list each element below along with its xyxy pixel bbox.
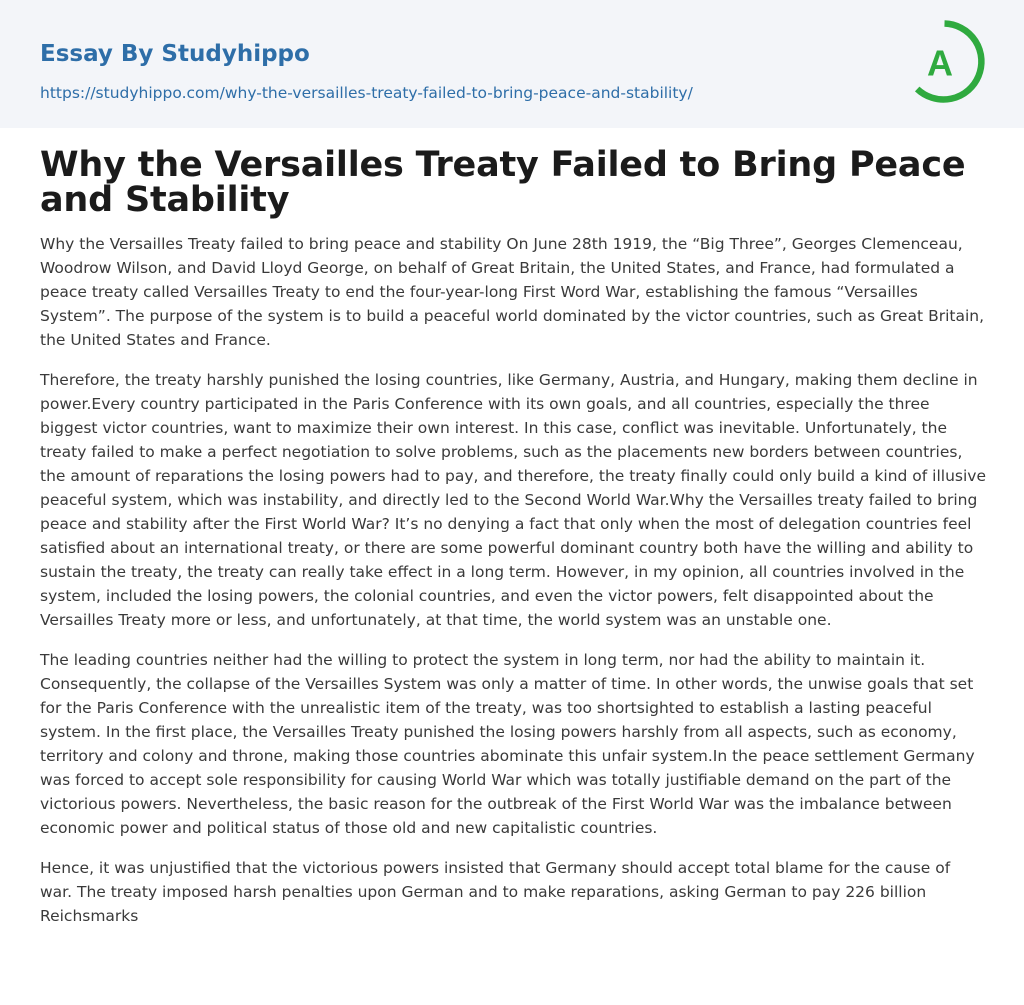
- source-url-link[interactable]: https://studyhippo.com/why-the-versailles-treaty-failed-to-bring-peace-and-stability/: [40, 84, 693, 102]
- brand-title[interactable]: Essay By Studyhippo: [40, 41, 310, 67]
- article-paragraph: Therefore, the treaty harshly punished the losing countries, like Germany, Austria, and Hungary, making them decline in power.Every country participated in the Paris Conference with its own goals, and all countries, especially the three biggest victor countries, want to maximize their own interest. In this case, conflict was inevitable. Unfortunately, the treaty failed to make a perfect negotiation to solve problems, such as the placements new borders between countries, the amount of reparations the losing powers had to pay, and therefore, the treaty finally could only build a kind of illusive peaceful system, which was instability, and directly led to the Second World War.Why the Versailles treaty failed to bring peace and stability after the First World War? It’s no denying a fact that only when the most of delegation countries feel satisfied about an international treaty, or there are some powerful dominant country both have the willing and ability to sustain the treaty, the treaty can really take effect in a long term. However, in my opinion, all countries involved in the system, included the losing powers, the colonial countries, and even the victor powers, felt disappointed about the Versailles Treaty more or less, and unfortunately, at that time, the world system was an unstable one.: [40, 371, 986, 629]
- article-paragraph: Hence, it was unjustified that the victorious powers insisted that Germany should accept total blame for the cause of war. The treaty imposed harsh penalties upon German and to make reparations, asking German to pay 226 billion Reichsmarks: [40, 859, 951, 925]
- article-paragraph: Why the Versailles Treaty failed to bring peace and stability On June 28th 1919, the “Big Three”, Georges Clemenceau, Woodrow Wilson, and David Lloyd George, on behalf of Great Britain, the United States, and France, had formulated a peace treaty called Versailles Treaty to end the four-year-long First Word War, establishing the famous “Versailles System”. The purpose of the system is to build a peaceful world dominated by the victor countries, such as Great Britain, the United States and France.: [40, 235, 985, 349]
- article-title: Why the Versailles Treaty Failed to Bring Peace and Stability: [40, 145, 966, 220]
- logo-letter: A: [927, 42, 953, 84]
- article-paragraph: The leading countries neither had the willing to protect the system in long term, nor had the ability to maintain it. Consequently, the collapse of the Versailles System was only a matter of time. In other words, the unwise goals that set for the Paris Conference with the unrealistic item of the treaty, was too shortsighted to establish a lasting peaceful system. In the first place, the Versailles Treaty punished the losing powers harshly from all aspects, such as economy, territory and colony and throne, making those countries abominate this unfair system.In the peace settlement Germany was forced to accept sole responsibility for causing World War which was totally justifiable demand on the part of the victorious powers. Nevertheless, the basic reason for the outbreak of the First World War was the imbalance between economic power and political status of those old and new capitalistic countries.: [40, 651, 975, 837]
- article: [40, 145, 986, 944]
- logo-graphic: [910, 17, 988, 109]
- studyhippo-logo-icon[interactable]: [910, 17, 988, 109]
- header: [0, 0, 1024, 128]
